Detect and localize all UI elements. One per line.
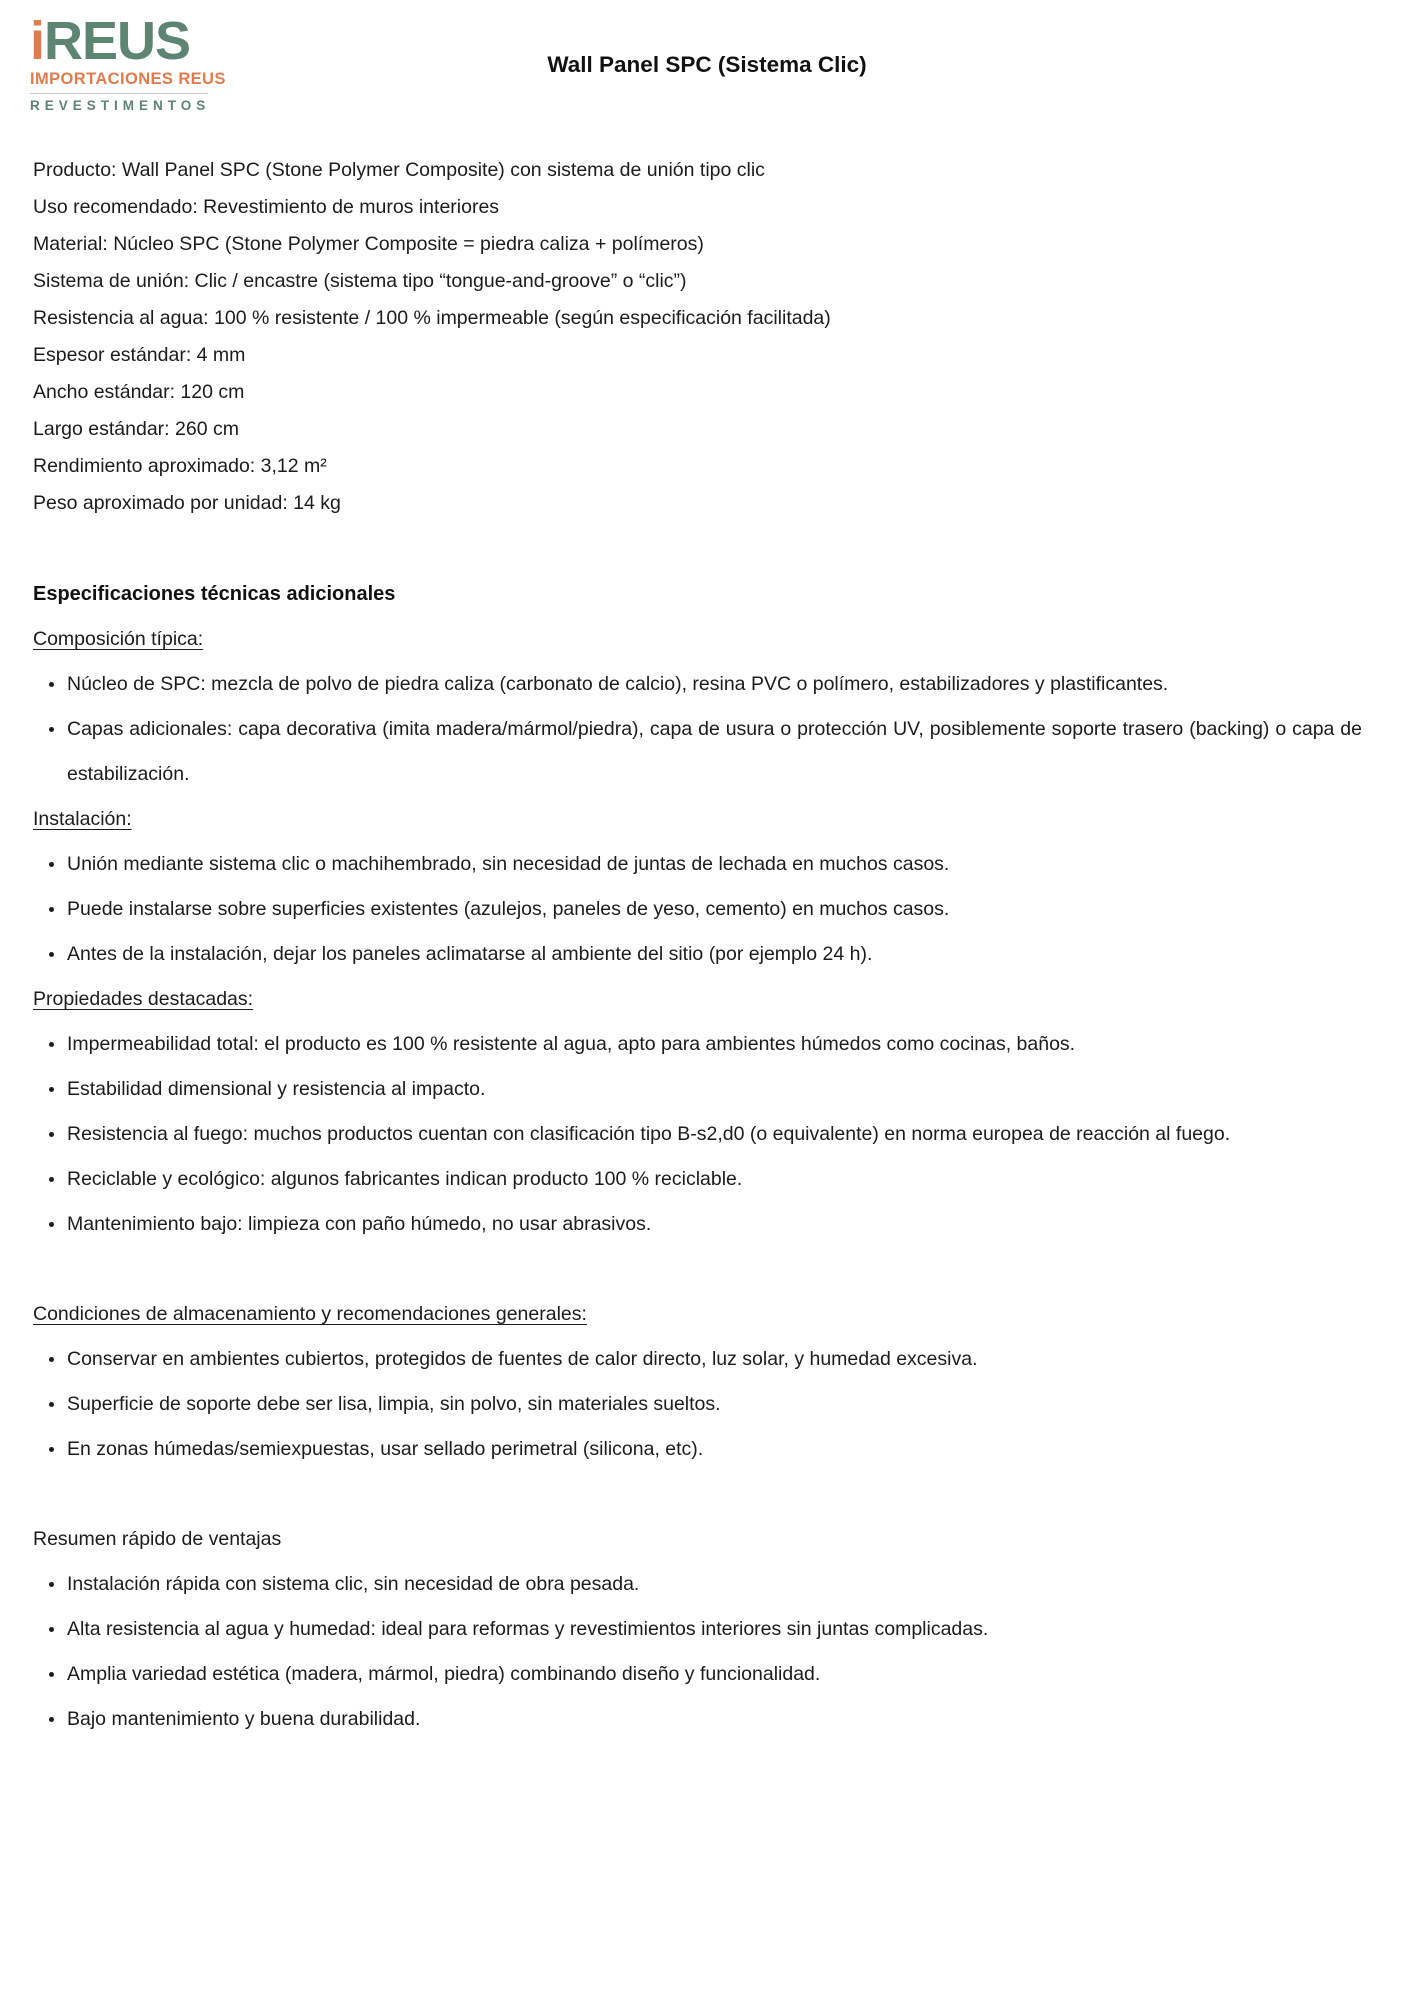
spec-line-rendimiento: Rendimiento aproximado: 3,12 m² [33,455,327,477]
bullet-list-condiciones [33,1337,1362,1472]
bullet-list-instalacion [33,842,1362,977]
subsection-heading-propiedades: Propiedades destacadas: [33,988,254,1010]
list-item: • Estabilidad dimensional y resistencia al impacto. [66,1067,1362,1112]
section-heading-especificaciones: Especificaciones técnicas adicionales [33,583,396,605]
logo-brand-name: REUS [44,11,191,71]
spec-line-sistema-union: Sistema de unión: Clic / encastre (sistema tipo “tongue-and-groove” o “clic”) [33,270,687,292]
subsection-heading-instalacion: Instalación: [33,808,132,830]
ireus-logo [30,11,240,113]
bullet-list-resumen [33,1562,1362,1742]
list-item: • Mantenimiento bajo: limpieza con paño húmedo, no usar abrasivos. [66,1202,1362,1247]
list-item: • Bajo mantenimiento y buena durabilidad. [66,1697,1362,1742]
bullet-list-composicion [33,662,1362,797]
list-item: • Unión mediante sistema clic o machihembrado, sin necesidad de juntas de lechada en muchos casos. [66,842,1362,887]
spec-line-ancho: Ancho estándar: 120 cm [33,381,245,403]
spec-line-producto: Producto: Wall Panel SPC (Stone Polymer Composite) con sistema de unión tipo clic [33,159,765,181]
spec-line-material: Material: Núcleo SPC (Stone Polymer Composite = piedra caliza + polímeros) [33,233,704,255]
list-item: • Reciclable y ecológico: algunos fabricantes indican producto 100 % reciclable. [66,1157,1362,1202]
logo-tagline: REVESTIMENTOS [30,98,211,113]
logo-letter-i: i [30,11,45,71]
page-title: Wall Panel SPC (Sistema Clic) [547,52,867,77]
list-item: • Núcleo de SPC: mezcla de polvo de piedra caliza (carbonato de calcio), resina PVC o polímero, estabilizadores y plastificantes. [66,662,1362,707]
bullet-list-propiedades [33,1022,1362,1247]
section-heading-resumen: Resumen rápido de ventajas [33,1528,282,1550]
section-heading-condiciones: Condiciones de almacenamiento y recomendaciones generales: [33,1303,587,1325]
list-item: • Alta resistencia al agua y humedad: ideal para reformas y revestimientos interiores sin juntas complicadas. [66,1607,1362,1652]
logo-subtitle [30,70,240,89]
logo-divider-line [30,93,208,94]
list-item: • Superficie de soporte debe ser lisa, limpia, sin polvo, sin materiales sueltos. [66,1382,1362,1427]
list-item: • Antes de la instalación, dejar los paneles aclimatarse al ambiente del sitio (por ejemplo 24 h). [66,932,1362,977]
spec-line-espesor: Espesor estándar: 4 mm [33,344,246,366]
subsection-heading-composicion: Composición típica: [33,628,204,650]
list-item: • Instalación rápida con sistema clic, sin necesidad de obra pesada. [66,1562,1362,1607]
list-item: • Conservar en ambientes cubiertos, protegidos de fuentes de calor directo, luz solar, y humedad excesiva. [66,1337,1362,1382]
product-spec-lines [33,152,1362,522]
logo-subtitle-reus: REUS [178,70,226,88]
list-item: • Puede instalarse sobre superficies existentes (azulejos, paneles de yeso, cemento) en muchos casos. [66,887,1362,932]
list-item: • Resistencia al fuego: muchos productos cuentan con clasificación tipo B-s2,d0 (o equivalente) en norma europea de reacción al fuego. [66,1112,1362,1157]
list-item: • Impermeabilidad total: el producto es 100 % resistente al agua, apto para ambientes húmedos como cocinas, baños. [66,1022,1362,1067]
spec-line-resistencia-agua: Resistencia al agua: 100 % resistente / 100 % impermeable (según especificación facilitada) [33,307,831,329]
spec-line-uso: Uso recomendado: Revestimiento de muros interiores [33,196,500,218]
logo-subtitle-importaciones: IMPORTACIONES [30,70,174,88]
logo-wordmark [30,11,240,71]
spec-line-peso: Peso aproximado por unidad: 14 kg [33,492,341,514]
spec-line-largo: Largo estándar: 260 cm [33,418,239,440]
list-item: • Amplia variedad estética (madera, mármol, piedra) combinando diseño y funcionalidad. [66,1652,1362,1697]
list-item: • Capas adicionales: capa decorativa (imita madera/mármol/piedra), capa de usura o protección UV, posiblemente soporte trasero (backing) o capa de estabilización. [66,707,1362,797]
list-item: • En zonas húmedas/semiexpuestas, usar sellado perimetral (silicona, etc). [66,1427,1362,1472]
